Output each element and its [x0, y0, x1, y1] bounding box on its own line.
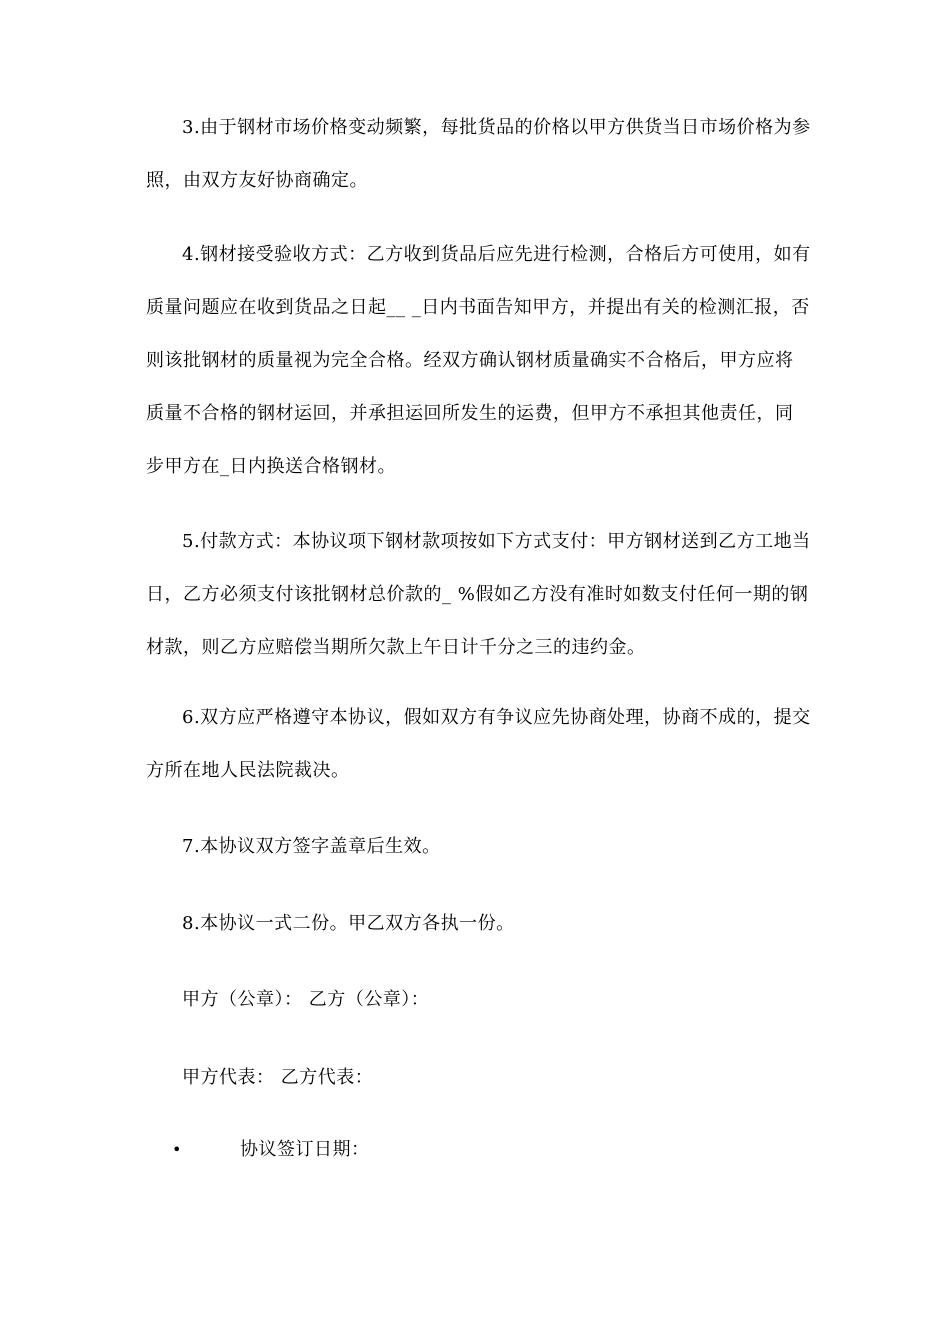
clause-8-paragraph: 8.本协议一式二份。甲乙双方各执一份。: [182, 913, 515, 934]
clause-7-paragraph: 7.本协议双方签字盖章后生效。: [182, 836, 441, 857]
clause-6-paragraph: 6.双方应严格遵守本协议，假如双方有争议应先协商处理，协商不成的，提交方所在地人民法院裁决。: [146, 707, 811, 781]
clause-4-paragraph: 4.钢材接受验收方式：乙方收到货品后应先进行检测，合格后方可使用，如有质量问题应在收到货品之日起__ _日内书面告知甲方，并提出有关的检测汇报，否则该批钢材的质量视为完全合格。经双方确认钢材质量确实不合格后，甲方应将质量不合格的钢材运回，并承担运回所发生的运费，但甲方不承担其他责任，同步甲方在_日内换送合格钢材。: [146, 244, 811, 477]
signing-date-label: 协议签订日期：: [240, 1139, 370, 1160]
bullet-icon: •: [172, 1140, 182, 1159]
signing-date-item: [172, 1123, 370, 1176]
party-representative-line: 甲方代表： 乙方代表：: [182, 1067, 374, 1088]
clause-5-paragraph: 5.付款方式：本协议项下钢材款项按如下方式支付：甲方钢材送到乙方工地当日，乙方必须支付该批钢材总价款的_ %假如乙方没有准时如数支付任何一期的钢材款，则乙方应赔偿当期所欠款上午日计千分之三的违约金。: [146, 531, 811, 658]
clause-3-paragraph: 3.由于钢材市场价格变动频繁，每批货品的价格以甲方供货当日市场价格为参照，由双方友好协商确定。: [146, 117, 811, 191]
party-seal-line: 甲方（公章）： 乙方（公章）：: [182, 989, 430, 1010]
